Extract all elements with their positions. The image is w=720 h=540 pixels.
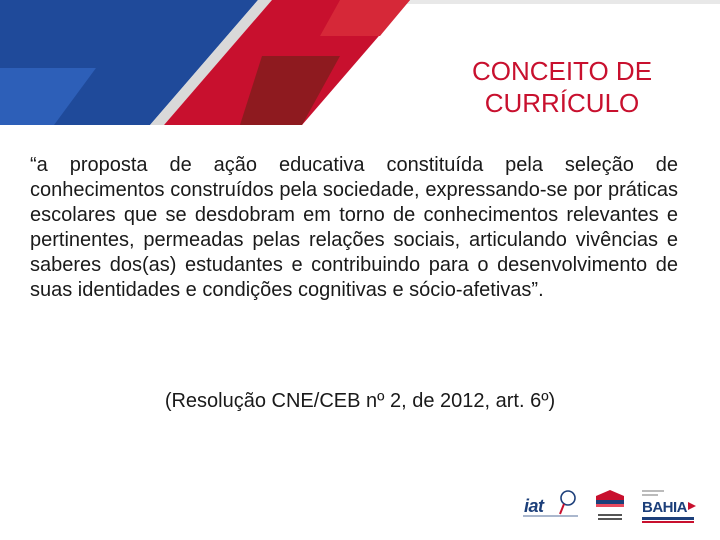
iat-logo-icon [520,486,582,526]
slide-title: CONCEITO DE CURRÍCULO [471,56,653,119]
citation-text: (Resolução CNE/CEB nº 2, de 2012, art. 6º) [164,390,556,412]
quote-text: “a proposta de ação educativa constituída pela seleção de conhecimentos construídos pela sociedade, expressando-se por práticas escolares que se desdobram em torno de conhecimentos relevantes e pertinentes, permeadas pelas relações sociais, articulando vivências e saberes dos(as) estudantes e contribuindo para o desenvolvimento de suas identidades e condições cognitivas e sócio-afetivas”. [30,154,678,301]
iat-logo-text: iat [524,496,544,516]
bahia-logo-text: BAHIA [642,499,687,516]
footer-logos [520,486,700,526]
education-emblem-icon [594,486,626,526]
bahia-government-logo-icon [638,486,698,526]
